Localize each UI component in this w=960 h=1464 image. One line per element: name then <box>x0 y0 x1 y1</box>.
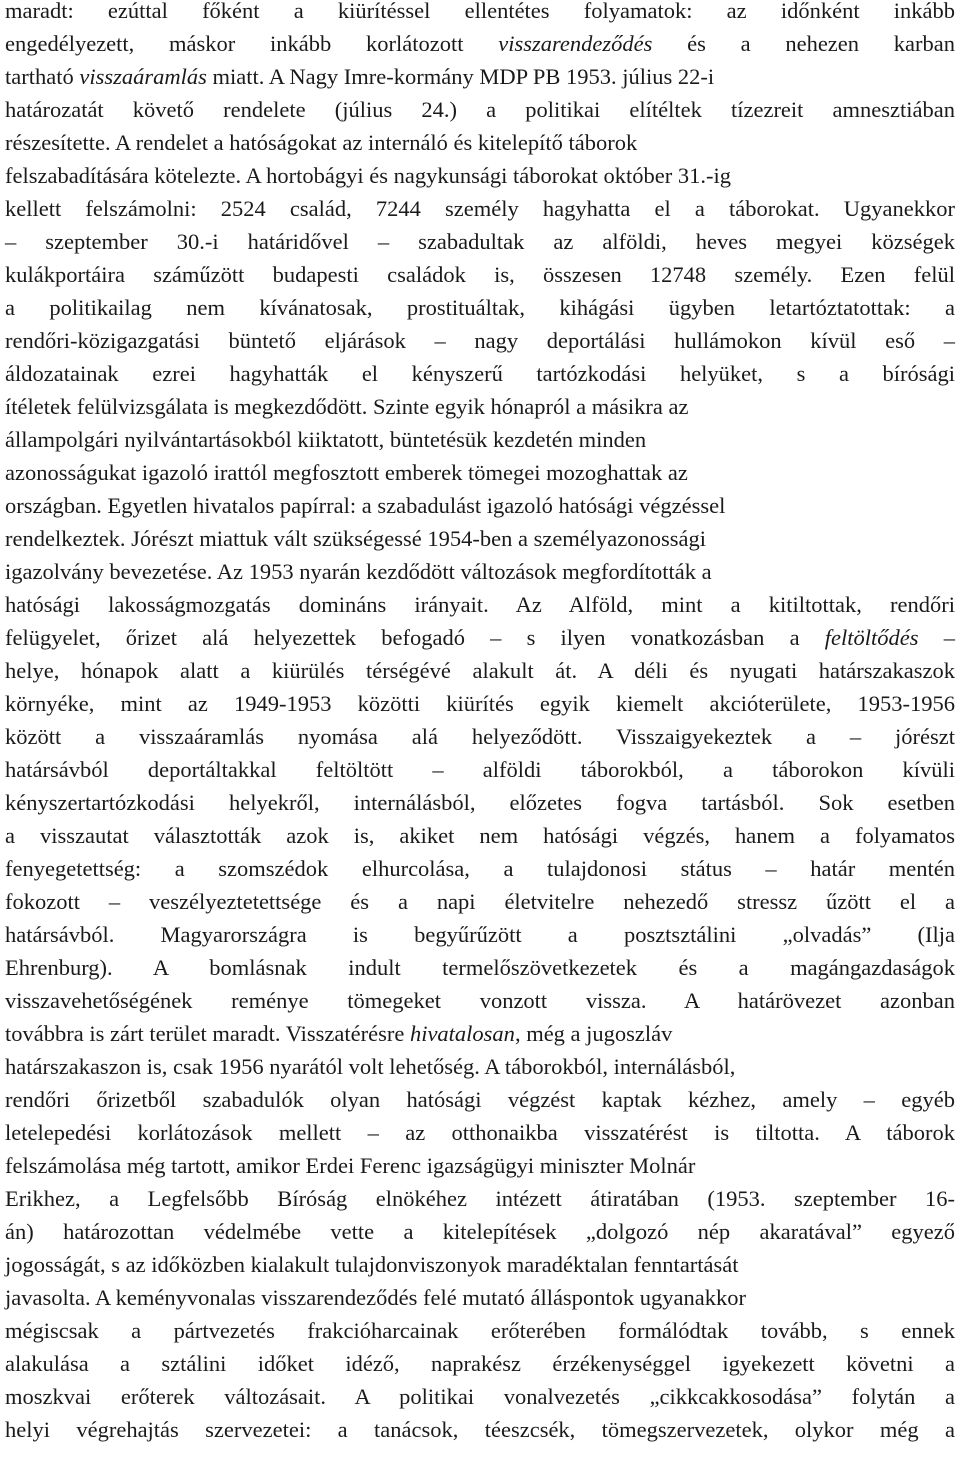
text-segment: igazolvány bevezetése. Az 1953 nyarán kezdődött változások megfordították a <box>5 559 712 584</box>
text-segment: a politikailag nem kívánatosak, prostituáltak, kihágási ügyben letartóztatottak: a <box>5 295 955 320</box>
text-line <box>5 1281 955 1314</box>
text-segment: és a nehezen karban <box>652 31 955 56</box>
text-segment: kényszertartózkodási helyekről, internálásból, előzetes fogva tartásból. Sok esetben <box>5 790 955 815</box>
text-segment: továbbra is zárt terület maradt. Visszatérésre <box>5 1021 410 1046</box>
text-line <box>5 60 955 93</box>
text-segment: – <box>918 625 955 650</box>
text-segment: határszakaszon is, csak 1956 nyarától volt lehetőség. A táborokból, internálásból, <box>5 1054 736 1079</box>
text-segment: javasolta. A keményvonalas visszarendeződés felé mutató álláspontok ugyanakkor <box>5 1285 747 1310</box>
text-line <box>5 93 955 126</box>
text-line <box>5 852 955 885</box>
text-segment: részesítette. A rendelet a hatóságokat az internáló és kitelepítő táborok <box>5 130 638 155</box>
text-line <box>5 819 955 852</box>
text-line <box>5 1083 955 1116</box>
text-segment: kellett felszámolni: 2524 család, 7244 személy hagyhatta el a táborokat. Ugyanekkor <box>5 196 955 221</box>
text-segment: határozatát követő rendelete (július 24.) a politikai elítéltek tízezreit amnesztiában <box>5 97 955 122</box>
text-line <box>5 456 955 489</box>
text-line <box>5 126 955 159</box>
text-segment: felszabadítására kötelezte. A hortobágyi és nagykunsági táborokat október 31.-ig <box>5 163 732 188</box>
text-segment: mégiscsak a pártvezetés frakcióharcainak erőterében formálódtak tovább, s ennek <box>5 1318 955 1343</box>
text-line <box>5 588 955 621</box>
text-segment: engedélyezett, máskor inkább korlátozott <box>5 31 499 56</box>
text-line <box>5 1215 955 1248</box>
text-line <box>5 423 955 456</box>
text-segment: án) határozottan védelmébe vette a kitelepítések „dolgozó nép akaratával” egyező <box>5 1219 955 1244</box>
text-segment: tartható <box>5 64 80 89</box>
text-segment: rendőri-közigazgatási büntető eljárások – nagy deportálási hullámokon kívül eső – <box>5 328 955 353</box>
text-segment: helye, hónapok alatt a kiürülés térségévé alakult át. A déli és nyugati határszakaszok <box>5 658 955 683</box>
text-segment: kulákportáira száműzött budapesti családok is, összesen 12748 személy. Ezen felül <box>5 262 955 287</box>
text-segment: alakulása a sztálini időket idéző, naprakész érzékenységgel igyekezett követni a <box>5 1351 955 1376</box>
text-line <box>5 951 955 984</box>
text-line <box>5 984 955 1017</box>
text-line <box>5 1380 955 1413</box>
text-line <box>5 1017 955 1050</box>
text-line <box>5 291 955 324</box>
document-body <box>5 0 955 1446</box>
text-line <box>5 1182 955 1215</box>
text-line <box>5 621 955 654</box>
text-segment: ítéletek felülvizsgálata is megkezdődött. Szinte egyik hónapról a másikra az <box>5 394 689 419</box>
text-segment: miatt. A Nagy Imre-kormány MDP PB 1953. július 22-i <box>206 64 715 89</box>
text-line <box>5 720 955 753</box>
text-line <box>5 1248 955 1281</box>
text-line <box>5 489 955 522</box>
text-segment: visszavehetőségének reménye tömegeket vonzott vissza. A határövezet azonban <box>5 988 955 1013</box>
text-line <box>5 1347 955 1380</box>
text-segment: rendelkeztek. Jórészt miattuk vált szükségessé 1954-ben a személyazonossági <box>5 526 707 551</box>
text-segment: azonosságukat igazoló irattól megfosztott emberek tömegei mozoghattak az <box>5 460 688 485</box>
italic-term: feltöltődés <box>824 625 919 650</box>
text-segment: környéke, mint az 1949-1953 közötti kiürítés egyik kiemelt akcióterülete, 1953-1956 <box>5 691 955 716</box>
text-segment: fokozott – veszélyeztetettsége és a napi életvitelre nehezedő stressz űzött el a <box>5 889 955 914</box>
text-line <box>5 753 955 786</box>
text-segment: állampolgári nyilvántartásokból kiiktatott, büntetésük kezdetén minden <box>5 427 647 452</box>
text-segment: a visszautat választották azok is, akiket nem hatósági végzés, hanem a folyamatos <box>5 823 955 848</box>
text-segment: felügyelet, őrizet alá helyezettek befogadó – s ilyen vonatkozásban a <box>5 625 825 650</box>
text-line <box>5 27 955 60</box>
text-line <box>5 654 955 687</box>
text-segment: helyi végrehajtás szervezetei: a tanácsok, téeszcsék, tömegszervezetek, olykor még a <box>5 1417 955 1442</box>
text-segment: moszkvai erőterek változásait. A politikai vonalvezetés „cikkcakkosodása” folytán a <box>5 1384 955 1409</box>
text-line <box>5 225 955 258</box>
text-segment: – szeptember 30.-i határidővel – szabadultak az alföldi, heves megyei községek <box>5 229 955 254</box>
text-segment: országban. Egyetlen hivatalos papírral: a szabadulást igazoló hatósági végzéssel <box>5 493 726 518</box>
text-segment: Ehrenburg). A bomlásnak indult termelőszövetkezetek és a magángazdaságok <box>5 955 955 980</box>
text-line <box>5 357 955 390</box>
text-segment: hatósági lakosságmozgatás domináns irányait. Az Alföld, mint a kitiltottak, rendőri <box>5 592 955 617</box>
text-line <box>5 390 955 423</box>
text-segment: határsávból. Magyarországra is begyűrűzött a posztsztálini „olvadás” (Ilja <box>5 922 955 947</box>
text-segment: Erikhez, a Legfelsőbb Bíróság elnökéhez intézett átiratában (1953. szeptember 16- <box>5 1186 955 1211</box>
text-line <box>5 159 955 192</box>
text-line <box>5 0 955 27</box>
text-line <box>5 1149 955 1182</box>
text-segment: maradt: ezúttal főként a kiürítéssel ellentétes folyamatok: az időnként inkább <box>5 0 955 23</box>
text-line <box>5 258 955 291</box>
text-line <box>5 1116 955 1149</box>
text-line <box>5 786 955 819</box>
text-line <box>5 324 955 357</box>
text-segment: jogosságát, s az időközben kialakult tulajdonviszonyok maradéktalan fenntartását <box>5 1252 739 1277</box>
italic-term: hivatalosan <box>409 1021 515 1046</box>
text-line <box>5 192 955 225</box>
text-line <box>5 918 955 951</box>
text-line <box>5 1050 955 1083</box>
text-line <box>5 687 955 720</box>
text-segment: rendőri őrizetből szabadulók olyan hatósági végzést kaptak kézhez, amely – egyéb <box>5 1087 955 1112</box>
text-line <box>5 1314 955 1347</box>
text-segment: letelepedési korlátozások mellett – az otthonaikba visszatérést is tiltotta. A táborok <box>5 1120 955 1145</box>
text-segment: között a visszaáramlás nyomása alá helyeződött. Visszaigyekeztek a – jórészt <box>5 724 955 749</box>
italic-term: visszarendeződés <box>498 31 653 56</box>
italic-term: visszaáramlás <box>79 64 207 89</box>
text-line <box>5 885 955 918</box>
text-segment: áldozatainak ezrei hagyhatták el kényszerű tartózkodási helyüket, s a bírósági <box>5 361 955 386</box>
text-segment: felszámolása még tartott, amikor Erdei Ferenc igazságügyi miniszter Molnár <box>5 1153 696 1178</box>
text-segment: fenyegetettség: a szomszédok elhurcolása, a tulajdonosi státus – határ mentén <box>5 856 955 881</box>
text-line <box>5 522 955 555</box>
text-line <box>5 1413 955 1446</box>
text-line <box>5 555 955 588</box>
text-segment: , még a jugoszláv <box>514 1021 673 1046</box>
text-segment: határsávból deportáltakkal feltöltött – alföldi táborokból, a táborokon kívüli <box>5 757 955 782</box>
